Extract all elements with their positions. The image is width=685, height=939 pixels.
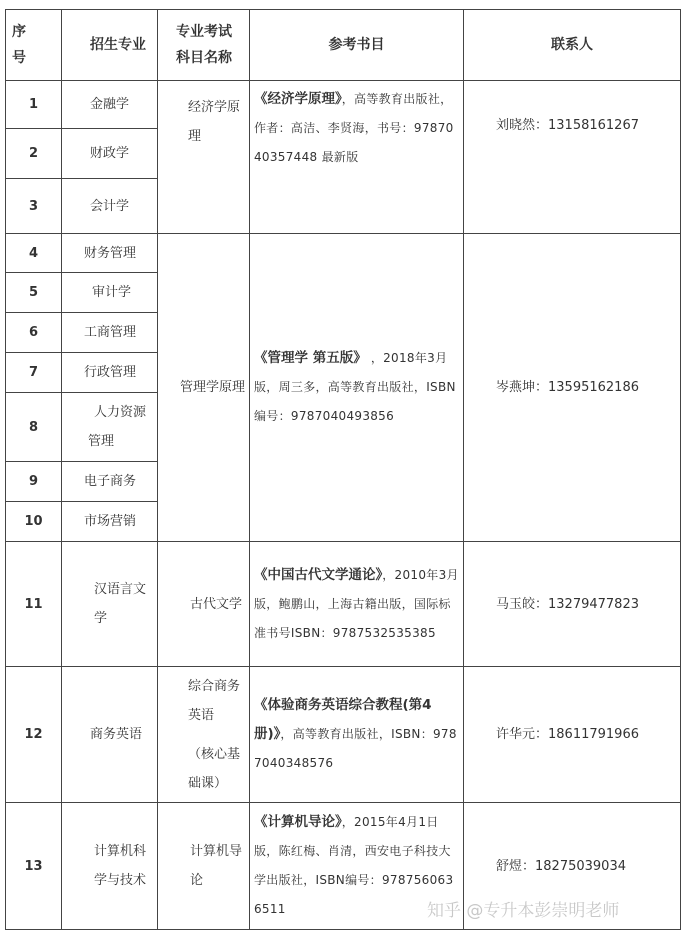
major-name: 财政学 bbox=[62, 129, 158, 179]
row-number: 13 bbox=[6, 803, 62, 930]
reference-book bbox=[250, 542, 464, 667]
row-number: 2 bbox=[6, 129, 62, 179]
major-name: 市场营销 bbox=[62, 502, 158, 542]
row-number: 8 bbox=[6, 393, 62, 462]
book-title: 《管理学 第五版》 bbox=[254, 350, 367, 366]
contact-person: 刘晓然：13158161267 bbox=[464, 81, 681, 234]
book-detail: ，2010年3月版，鲍鹏山，上海古籍出版，国际标准书号ISBN：9787532535385 bbox=[254, 567, 459, 640]
book-title: 《计算机导论》 bbox=[254, 814, 342, 830]
header-exam-subject: 专业考试 科目名称 bbox=[158, 10, 250, 81]
contact-person: 马玉皎：13279477823 bbox=[464, 542, 681, 667]
reference-book bbox=[250, 234, 464, 542]
row-number: 7 bbox=[6, 353, 62, 393]
book-detail: ，高等教育出版社，ISBN：9787040348576 bbox=[254, 727, 457, 770]
table-row bbox=[6, 81, 681, 129]
row-number: 1 bbox=[6, 81, 62, 129]
book-detail: ，高等教育出版社，作者：高洁、李贤海，书号：9787040357448 最新版 bbox=[254, 92, 454, 164]
admissions-table-wrapper bbox=[5, 9, 681, 930]
major-name: 汉语言文学 bbox=[62, 542, 158, 667]
reference-book bbox=[250, 667, 464, 803]
header-reference-books: 参考书目 bbox=[250, 10, 464, 81]
row-number: 10 bbox=[6, 502, 62, 542]
book-title: 《体验商务英语综合教程(第4册)》 bbox=[254, 697, 432, 742]
row-number: 6 bbox=[6, 313, 62, 353]
major-name: 工商管理 bbox=[62, 313, 158, 353]
book-title: 《中国古代文学通论》 bbox=[254, 566, 383, 583]
major-name: 电子商务 bbox=[62, 462, 158, 502]
header-contact: 联系人 bbox=[464, 10, 681, 81]
major-name: 行政管理 bbox=[62, 353, 158, 393]
major-name: 人力资源 管理 bbox=[62, 393, 158, 462]
row-number: 5 bbox=[6, 273, 62, 313]
major-name: 审计学 bbox=[62, 273, 158, 313]
row-number: 4 bbox=[6, 234, 62, 273]
row-number: 3 bbox=[6, 179, 62, 234]
row-number: 12 bbox=[6, 667, 62, 803]
exam-subject: 古代文学 bbox=[158, 542, 250, 667]
reference-book bbox=[250, 81, 464, 234]
table-row bbox=[6, 667, 681, 803]
major-name: 金融学 bbox=[62, 81, 158, 129]
exam-subject: 管理学原理 bbox=[158, 234, 250, 542]
book-detail: ，2015年4月1日版，陈红梅、肖清，西安电子科技大学出版社，ISBN编号：9787560636511 bbox=[254, 815, 454, 916]
major-name: 会计学 bbox=[62, 179, 158, 234]
row-number: 11 bbox=[6, 542, 62, 667]
row-number: 9 bbox=[6, 462, 62, 502]
admissions-table bbox=[5, 9, 681, 930]
exam-subject: 经济学原理 bbox=[158, 81, 250, 234]
table-header-row bbox=[6, 10, 681, 81]
contact-person: 岑燕坤：13595162186 bbox=[464, 234, 681, 542]
header-major: 招生专业 bbox=[62, 10, 158, 81]
table-row bbox=[6, 234, 681, 273]
header-serial-number: 序 号 bbox=[6, 10, 62, 81]
major-name: 商务英语 bbox=[62, 667, 158, 803]
contact-person: 许华元：18611791966 bbox=[464, 667, 681, 803]
contact-person: 舒煜：18275039034 bbox=[464, 803, 681, 930]
table-row bbox=[6, 542, 681, 667]
book-detail: ，2018年3月版，周三多，高等教育出版社，ISBN编号：9787040493856 bbox=[254, 351, 456, 423]
major-name: 计算机科学与技术 bbox=[62, 803, 158, 930]
major-name: 财务管理 bbox=[62, 234, 158, 273]
book-title: 《经济学原理》 bbox=[254, 91, 342, 107]
exam-subject: 计算机导论 bbox=[158, 803, 250, 930]
zhihu-watermark: 知乎 @专升本彭崇明老师 bbox=[427, 901, 620, 921]
exam-subject: 综合商务英语 （核心基础课） bbox=[158, 667, 250, 803]
